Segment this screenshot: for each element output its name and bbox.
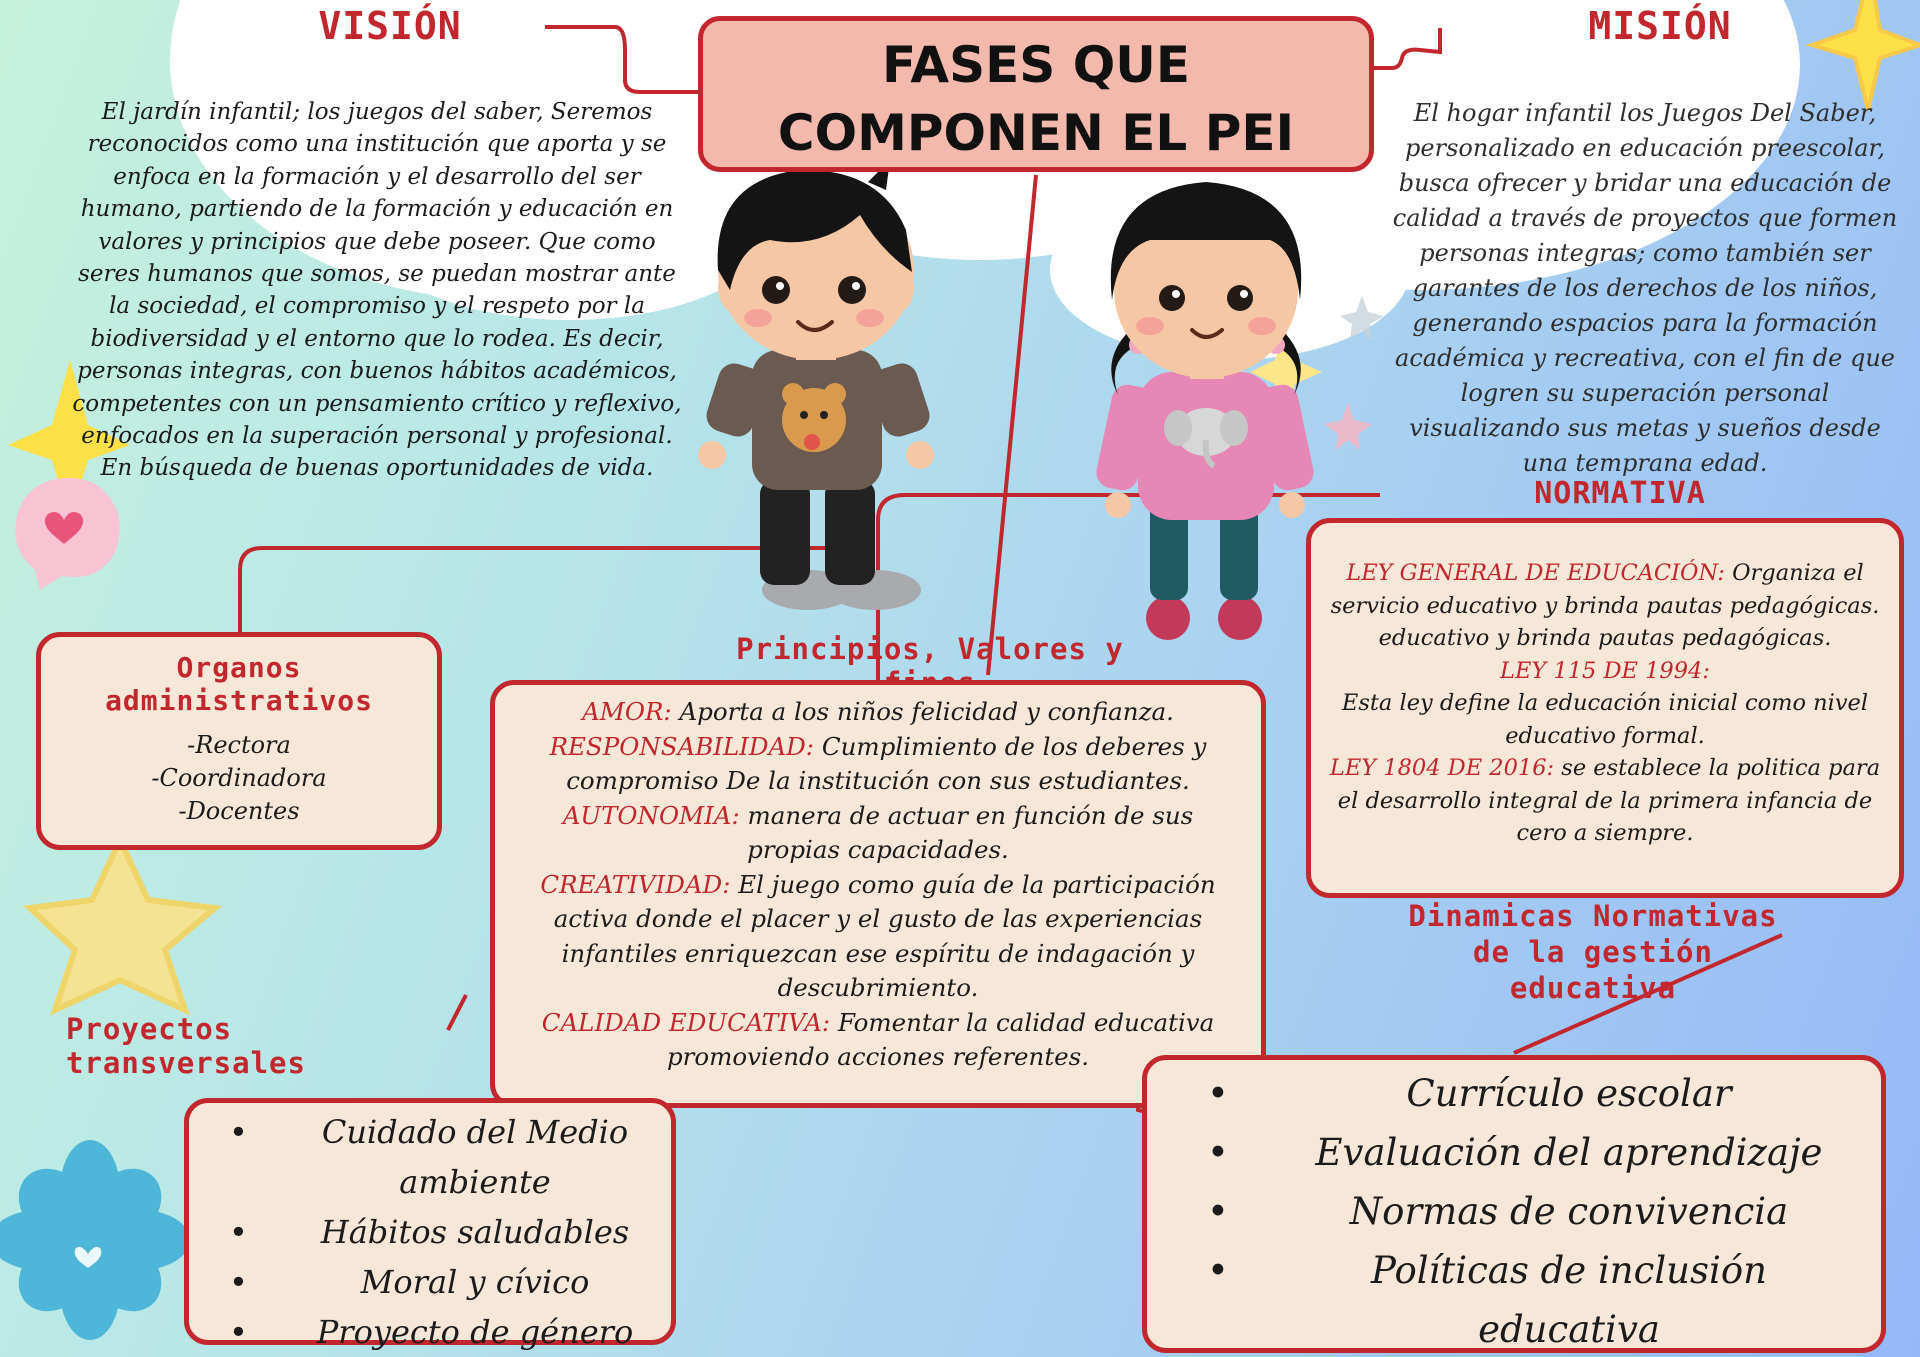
principio-label-3: CREATIVIDAD: xyxy=(540,869,731,899)
vision-text: El jardín infantil; los juegos del saber, Seremos reconocidos como una institución que aporta y se enfoca en la formación y el desarrollo del ser humano, partiendo de la formación y educación en valores y principios que debe poseer. Que como seres humanos que somos, se puedan mostrar ante la sociedad, el compromiso y el respeto por la biodiversidad y el entorno que lo rodea. Es decir, personas integras, con buenos hábitos académicos, competentes con un pensamiento crítico y reflexivo, enfocados en la superación personal y profesional. En búsqueda de buenas oportunidades de vida. xyxy=(72,99,682,482)
dinamica-item xyxy=(1207,1182,1851,1241)
dinamica-label: Normas de convivencia xyxy=(1349,1190,1789,1233)
principio-desc-3: El juego como guía de la participación activa donde el placer y el gusto de las experiencias infantiles enriquezcan ese espíritu de indagación y descubrimiento. xyxy=(553,869,1216,1002)
dinamica-item xyxy=(1207,1123,1851,1182)
bullet: • xyxy=(229,1213,248,1251)
mision-text: El hogar infantil los Juegos Del Saber, personalizado en educación preescolar, busca ofrecer y bridar una educación de calidad a través de proyectos que formen personas integras; como también ser garantes de los derechos de los niños, generando espacios para la formación académica y recreativa, con el fin de que logren su superación personal visualizando sus metas y sueños desde una temprana edad. xyxy=(1392,99,1898,477)
connector-organos xyxy=(240,548,842,635)
bullet: • xyxy=(229,1313,248,1351)
normativa-item-2 xyxy=(1329,752,1881,850)
dinamica-label: Políticas de inclusión educativa xyxy=(1371,1249,1767,1351)
page-title: FASES QUE COMPONEN EL PEI xyxy=(777,36,1295,162)
normativa-desc-2: se establece la politica para el desarrollo integral de la primera infancia de cero a siempre. xyxy=(1337,755,1881,846)
principios-box xyxy=(490,680,1266,1108)
normativa-label-2: LEY 1804 DE 2016: xyxy=(1329,755,1555,781)
proyecto-label: Proyecto de género xyxy=(316,1313,634,1351)
bullet: • xyxy=(229,1263,248,1301)
principio-label-2: AUTONOMIA: xyxy=(562,800,740,830)
proyectos-box xyxy=(184,1098,676,1351)
title-box xyxy=(698,16,1374,172)
principio-label-0: AMOR: xyxy=(582,697,672,726)
principio-item-3 xyxy=(531,868,1225,1006)
organos-heading: Organos administrativos xyxy=(105,651,373,717)
principio-desc-4: Fomentar la calidad educativa promoviendo acciones referentes. xyxy=(666,1007,1215,1071)
dinamicas-heading: Dinamicas Normativas de la gestión educativa xyxy=(1408,899,1778,1005)
dinamica-item xyxy=(1207,1241,1851,1357)
principio-item-1 xyxy=(531,730,1225,799)
normativa-box xyxy=(1306,518,1904,898)
principio-desc-1: Cumplimiento de los deberes y compromiso De la institución con sus estudiantes. xyxy=(566,731,1207,795)
proyectos-heading: Proyectos transversales xyxy=(66,1012,306,1080)
connector-proyectos xyxy=(448,995,466,1030)
bullet: • xyxy=(1207,1131,1229,1174)
dinamica-label: Currículo escolar xyxy=(1406,1072,1732,1115)
normativa-desc-0: Organiza el servicio educativo y brinda pautas pedagógicas. educativo y brinda pautas pedagógicas. xyxy=(1330,560,1880,651)
girl-illustration xyxy=(1093,182,1316,640)
connector-vision xyxy=(545,27,700,92)
principio-item-2 xyxy=(531,799,1225,868)
proyecto-item xyxy=(229,1107,651,1207)
proyecto-label: Hábitos saludables xyxy=(320,1213,630,1251)
normativa-label-0: LEY GENERAL DE EDUCACIÓN: xyxy=(1346,560,1725,586)
dinamicas-box xyxy=(1142,1055,1886,1353)
proyecto-item xyxy=(229,1257,651,1307)
normativa-label-1: LEY 115 DE 1994: xyxy=(1500,657,1710,684)
connector-center-down xyxy=(988,175,1036,675)
proyecto-item xyxy=(229,1307,651,1357)
flower-blue xyxy=(0,1140,190,1340)
star-outline-left xyxy=(30,840,215,1010)
organos-item: -Rectora xyxy=(187,731,291,759)
vision-heading: VISIÓN xyxy=(318,4,462,48)
normativa-desc-1: Esta ley define la educación inicial como nivel educativo formal. xyxy=(1341,690,1869,749)
principio-label-4: CALIDAD EDUCATIVA: xyxy=(541,1007,831,1037)
proyecto-label: Moral y cívico xyxy=(360,1263,590,1301)
principios-heading: Principios, Valores y xyxy=(736,632,1124,666)
bullet: • xyxy=(229,1113,248,1151)
normativa-heading: NORMATIVA xyxy=(1534,476,1706,511)
bullet: • xyxy=(1207,1249,1229,1292)
boy-illustration xyxy=(698,160,934,610)
connector-mision xyxy=(1372,28,1440,68)
star-small-pink xyxy=(1324,402,1372,450)
dinamicas-list xyxy=(1207,1064,1851,1357)
normativa-item-1 xyxy=(1329,655,1881,753)
dinamica-item xyxy=(1207,1064,1851,1123)
mision-heading: MISIÓN xyxy=(1588,4,1732,48)
organos-list xyxy=(51,729,427,828)
dinamica-label: Evaluación del aprendizaje xyxy=(1315,1131,1823,1174)
principio-desc-0: Aporta a los niños felicidad y confianza. xyxy=(671,697,1174,726)
bullet: • xyxy=(1207,1190,1229,1233)
organos-item: -Docentes xyxy=(178,797,300,825)
proyectos-list xyxy=(229,1107,651,1357)
normativa-item-0 xyxy=(1329,557,1881,655)
principio-desc-2: manera de actuar en función de sus propias capacidades. xyxy=(739,800,1194,864)
organos-box xyxy=(36,632,442,850)
star-small-gray xyxy=(1340,296,1384,340)
star-yellow-top-right xyxy=(1812,0,1920,110)
principio-item-4 xyxy=(531,1006,1225,1075)
principio-label-1: RESPONSABILIDAD: xyxy=(549,731,815,761)
bullet: • xyxy=(1207,1072,1229,1115)
proyecto-label: Cuidado del Medio ambiente xyxy=(321,1113,629,1201)
organos-item: -Coordinadora xyxy=(151,764,327,792)
principio-item-0 xyxy=(531,695,1225,730)
proyecto-item xyxy=(229,1207,651,1257)
